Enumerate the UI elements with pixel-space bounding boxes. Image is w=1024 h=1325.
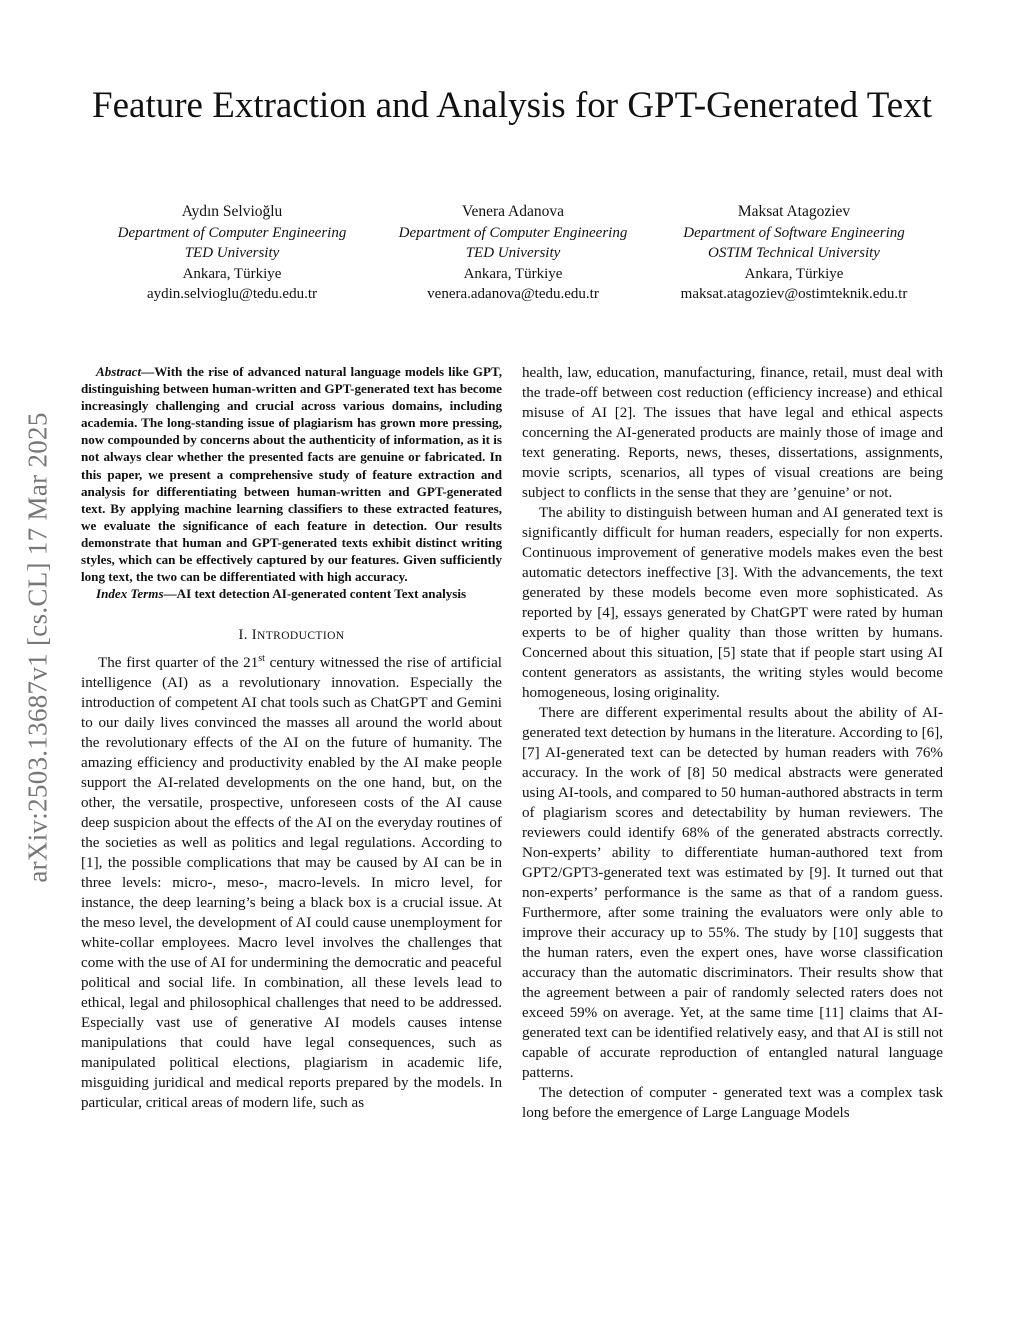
author-university: OSTIM Technical University — [708, 245, 880, 261]
author-email[interactable]: maksat.atagoziev@ostimteknik.edu.tr — [680, 286, 908, 302]
author-email[interactable]: venera.adanova@tedu.edu.tr — [427, 286, 599, 302]
author-location: Ankara, Türkiye — [744, 265, 844, 282]
author-1 — [92, 202, 372, 305]
arxiv-identifier-text: arXiv:2503.13687v1 [cs.CL] 17 Mar 2025 — [22, 411, 53, 883]
paper-title: Feature Extraction and Analysis for GPT-Generated Text — [92, 85, 932, 126]
paragraph-text: The first quarter of the 21 — [98, 655, 259, 672]
author-department: Department of Software Engineering — [683, 224, 905, 241]
author-2 — [373, 202, 653, 305]
author-name: Venera Adanova — [462, 203, 564, 220]
left-column — [81, 363, 502, 1113]
index-terms-text: —AI text detection AI-generated content Text analysis — [163, 586, 467, 602]
body-paragraph: The detection of computer - generated text was a complex task long before the emergence of Large Language Models — [522, 1085, 943, 1121]
author-name: Maksat Atagoziev — [737, 203, 851, 220]
author-department: Department of Computer Engineering — [117, 224, 347, 241]
author-department: Department of Computer Engineering — [398, 224, 628, 241]
body-paragraph-continued: health, law, education, manufacturing, finance, retail, must deal with the trade-off between cost reduction (efficiency increase) and ethical misuse of AI [2]. The issues that have legal and ethical aspects concerning the AI-generated products are mainly those of image and text generating. Reports, news, theses, dissertations, assignments, movie scripts, scenarios, all types of visual creations are being subject to conflicts in the sense that they are ’genuine’ or not. — [522, 365, 943, 501]
superscript: st — [258, 653, 265, 665]
abstract — [81, 363, 502, 585]
abstract-label: Abstract — [96, 364, 142, 379]
paragraph-text: century witnessed the rise of artificial intelligence (AI) as a revolutionary innovation. Especially the introduction of competent AI chat tools such as ChatGPT and Gemini to our daily lives convinced the masses all around the world about the revolutionary effects of the AI on the future of humanity. The amazing efficiency and productivity enabled by the AI make people support the AI-related developments on the one hand, but, on the other, the versatile, prospective, unforeseen costs of the AI cause deep suspicion about the effects of the AI on the everyday routines of the societies as well as politics and legal regulations. According to [1], the possible complications that may be caused by AI can be in three levels: micro-, meso-, macro-levels. In micro level, for instance, the deep learning’s being a black box is a crucial issue. At the meso level, the development of AI could cause unemployment for white-collar employees. Macro level involves the challenges that come with the use of AI for undermining the democratic and peaceful political and social life. In combination, all these levels lead to ethical, legal and philosophical challenges that need to be addressed. Especially vast use of generative AI models causes intense manipulations that could have legal consequences, such as manipulated political elections, plagiarism in academic life, misguiding juridical and medical reports prepared by the models. In particular, critical areas of modern life, such as — [81, 655, 502, 1112]
index-terms — [81, 585, 502, 602]
index-terms-label: Index Terms — [96, 586, 164, 602]
author-university: TED University — [184, 245, 280, 261]
section-heading-introduction — [81, 627, 502, 644]
body-paragraph: The ability to distinguish between human and AI generated text is significantly difficult for human readers, especially for non experts. Continuous improvement of generative models makes even the best automatic detectors ineffective [3]. With the advancements, the text generated by these models become even more sophisticated. As reported by [4], essays generated by ChatGPT were rated by human experts to be of higher quality than those written by humans. Concerned about this situation, [5] state that if people start using AI content generators as assistants, the writing styles would become homogeneous, losing originality. — [522, 505, 943, 701]
author-location: Ankara, Türkiye — [182, 265, 282, 282]
author-university: TED University — [465, 245, 561, 261]
author-email[interactable]: aydin.selvioglu@tedu.edu.tr — [146, 286, 318, 302]
body-paragraph: There are different experimental results about the ability of AI-generated text detection by humans in the literature. According to [6], [7] AI-generated text can be detected by human readers with 76% accuracy. In the work of [8] 50 medical abstracts were generated using AI-tools, and compared to 50 human-authored abstracts in term of plagiarism scores and detectability by human reviewers. The reviewers could identify 68% of the generated abstracts correctly. Non-experts’ ability to differentiate human-authored text from GPT2/GPT3-generated text was estimated by [9]. It turned out that non-experts’ performance is the same as that of a random guess. Furthermore, after some training the evaluators were only able to improve their accuracy up to 55%. The study by [10] suggests that the human raters, even the expert ones, have worse classification accuracy than the automatic discriminators. Their results show that the agreement between a pair of randomly selected raters does not exceed 59% on average. Yet, at the same time [11] claims that AI-generated text can be identified relatively easy, and that AI is still not capable of accurate reproduction of entangled natural language patterns. — [522, 705, 943, 1081]
section-title-initial: I — [251, 627, 258, 644]
author-location: Ankara, Türkiye — [463, 265, 563, 282]
author-name: Aydın Selvioğlu — [181, 203, 283, 220]
arxiv-identifier-stamp — [8, 352, 68, 942]
author-block — [92, 202, 934, 305]
section-numeral: I. — [238, 627, 252, 644]
author-3 — [654, 202, 934, 305]
section-title-rest: NTRODUCTION — [257, 630, 345, 643]
abstract-text: —With the rise of advanced natural language models like GPT, distinguishing between human-written and GPT-generated text has become increasingly challenging and crucial across various domains, including academia. The long-standing issue of plagiarism has grown more pressing, now compounded by concerns about the authenticity of information, as it is not always clear whether the presented facts are genuine or fabricated. In this paper, we present a comprehensive study of feature extraction and analysis for differentiating between human-written and GPT-generated text. By applying machine learning classifiers to these extracted features, we evaluate the significance of each feature in detection. Our results demonstrate that human and GPT-generated texts exhibit distinct writing styles, which can be effectively captured by our features. Given sufficiently long text, the two can be differentiated with high accuracy. — [81, 364, 502, 585]
intro-paragraph-1 — [81, 653, 502, 1113]
right-column — [522, 363, 943, 1123]
